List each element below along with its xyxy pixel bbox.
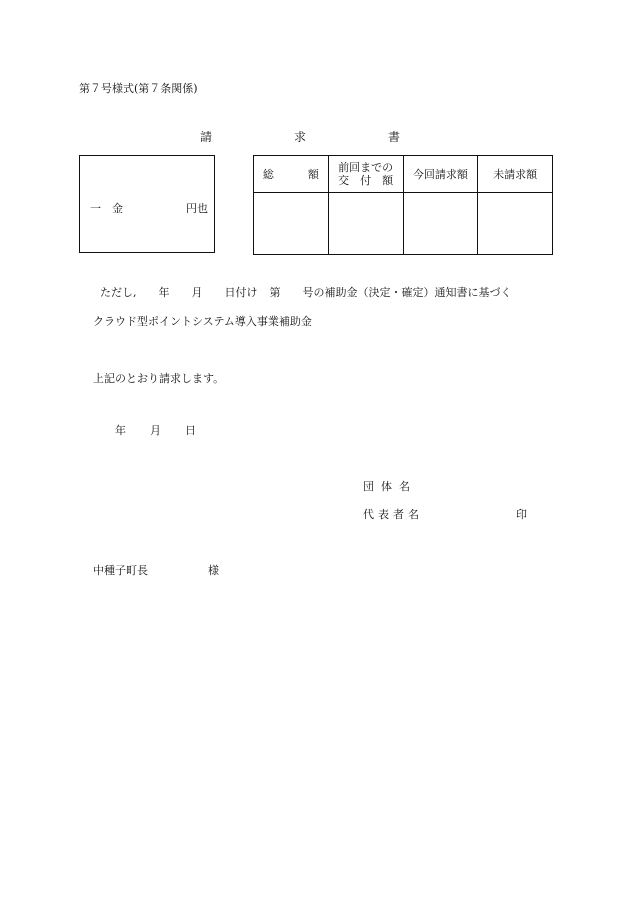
prior-granted-header-line2: 交 付 額 (338, 174, 394, 187)
total-header-char-2: 額 (307, 167, 319, 181)
title-char-1: 請 (200, 130, 213, 144)
basis-number-prefix: 第 (269, 286, 281, 299)
summary-header-row (254, 156, 553, 193)
addressee-honorific: 様 (208, 564, 219, 577)
unclaimed-header: 未請求額 (478, 156, 553, 193)
total-amount-header (254, 156, 329, 193)
basis-month: 月 (191, 286, 203, 299)
basis-day-dated: 日付け (224, 286, 258, 299)
summary-table (253, 155, 553, 255)
addressee-name: 中種子町長 (93, 564, 148, 577)
basis-statement (100, 284, 512, 300)
seal-mark: 印 (516, 508, 527, 521)
summary-value-row (254, 193, 553, 255)
date-year: 年 (115, 424, 126, 437)
form-number: 第７号様式(第７条関係) (79, 82, 198, 95)
total-header-char-1: 総 (262, 167, 274, 181)
title-char-2: 求 (293, 130, 306, 144)
amount-suffix: 円也 (186, 202, 208, 215)
request-date (115, 422, 196, 438)
basis-year: 年 (158, 286, 170, 299)
date-day: 日 (185, 424, 196, 437)
current-claim-header: 今回請求額 (403, 156, 478, 193)
subsidy-name: クラウド型ポイントシステム導入事業補助金 (93, 315, 312, 328)
prior-granted-cell[interactable] (328, 193, 403, 255)
request-statement: 上記のとおり請求します。 (93, 372, 225, 385)
unclaimed-cell[interactable] (478, 193, 553, 255)
basis-lead: ただし, (100, 286, 137, 299)
date-month: 月 (150, 424, 161, 437)
prior-granted-header (328, 156, 403, 193)
amount-prefix: 一 金 (90, 202, 123, 215)
prior-granted-header-line1: 前回までの (338, 161, 394, 174)
total-amount-cell[interactable] (254, 193, 329, 255)
title-char-3: 書 (387, 130, 400, 144)
document-title (200, 128, 400, 145)
current-claim-cell[interactable] (403, 193, 478, 255)
basis-number-suffix: 号の補助金（決定・確定）通知書に基づく (302, 286, 512, 299)
organization-name-label: 団体名 (363, 480, 417, 493)
amount-box (79, 155, 215, 253)
representative-name-label: 代表者名 (363, 508, 423, 521)
